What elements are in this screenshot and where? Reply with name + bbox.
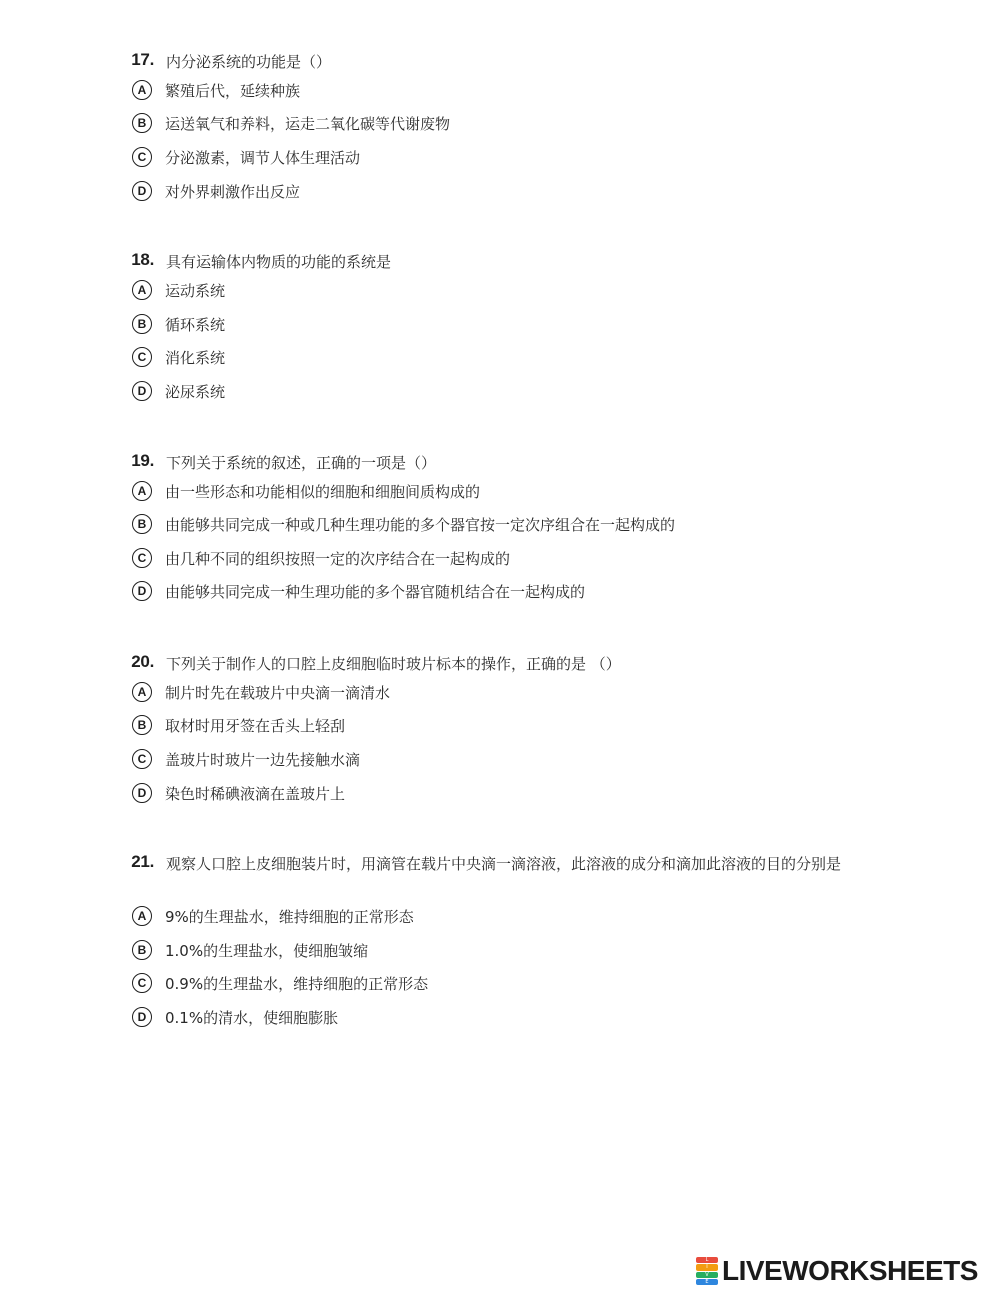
option-d[interactable] [132, 378, 225, 404]
option-text: 0.1%的清水，使细胞膨胀 [165, 1008, 339, 1027]
option-c[interactable] [132, 970, 428, 996]
option-text: 运动系统 [165, 281, 226, 300]
option-d[interactable] [132, 578, 585, 604]
question-number: 21. [131, 852, 154, 871]
option-d[interactable] [132, 1004, 338, 1030]
option-letter-badge[interactable]: C [132, 548, 152, 568]
option-letter-badge[interactable]: B [132, 940, 152, 960]
option-d[interactable] [132, 780, 345, 806]
option-a[interactable] [132, 478, 480, 504]
option-letter-badge[interactable]: B [132, 514, 152, 534]
logo-icon-block-v: V [696, 1272, 718, 1278]
option-letter-badge[interactable]: D [132, 1007, 152, 1027]
option-letter-badge[interactable]: C [132, 749, 152, 769]
option-text: 由一些形态和功能相似的细胞和细胞间质构成的 [165, 482, 481, 501]
option-c[interactable] [132, 746, 360, 772]
option-a[interactable] [132, 679, 390, 705]
question-number: 18. [131, 250, 154, 269]
option-b[interactable] [132, 311, 225, 337]
logo-wordmark: LIVEWORKSHEETS [722, 1255, 978, 1286]
question-18 [0, 248, 1000, 401]
option-text: 9%的生理盐水，维持细胞的正常形态 [165, 907, 414, 926]
option-a[interactable] [132, 77, 300, 103]
option-letter-badge[interactable]: B [132, 715, 152, 735]
option-letter-badge[interactable]: B [132, 314, 152, 334]
option-letter-badge[interactable]: D [132, 181, 152, 201]
option-text: 由几种不同的组织按照一定的次序结合在一起构成的 [165, 549, 511, 568]
option-text: 0.9%的生理盐水，维持细胞的正常形态 [165, 974, 429, 993]
option-text: 由能够共同完成一种生理功能的多个器官随机结合在一起构成的 [165, 582, 586, 601]
logo-icon-block-i: I [696, 1264, 718, 1270]
option-b[interactable] [132, 511, 675, 537]
option-b[interactable] [132, 110, 450, 136]
question-21 [0, 850, 1000, 1027]
option-text: 繁殖后代，延续种族 [165, 81, 301, 100]
question-17 [0, 48, 1000, 201]
option-c[interactable] [132, 545, 510, 571]
option-letter-badge[interactable]: B [132, 113, 152, 133]
option-letter-badge[interactable]: A [132, 682, 152, 702]
option-text: 1.0%的生理盐水，使细胞皱缩 [165, 941, 369, 960]
logo-icon-block-l: L [696, 1257, 718, 1263]
option-a[interactable] [132, 903, 414, 929]
option-text: 由能够共同完成一种或几种生理功能的多个器官按一定次序组合在一起构成的 [165, 515, 676, 534]
option-letter-badge[interactable]: A [132, 481, 152, 501]
option-letter-badge[interactable]: D [132, 783, 152, 803]
option-d[interactable] [132, 178, 300, 204]
question-text: 观察人口腔上皮细胞装片时，用滴管在载片中央滴一滴溶液，此溶液的成分和滴加此溶液的目的分别是 [166, 855, 842, 873]
liveworksheets-logo [696, 1254, 978, 1288]
option-text: 消化系统 [165, 348, 226, 367]
option-a[interactable] [132, 277, 225, 303]
option-letter-badge[interactable]: C [132, 973, 152, 993]
question-text: 具有运输体内物质的功能的系统是 [166, 253, 392, 271]
option-letter-badge[interactable]: C [132, 147, 152, 167]
option-text: 运送氧气和养料，运走二氧化碳等代谢废物 [165, 114, 451, 133]
option-letter-badge[interactable]: A [132, 280, 152, 300]
option-c[interactable] [132, 144, 360, 170]
question-20 [0, 650, 1000, 803]
question-number: 20. [131, 652, 154, 671]
option-c[interactable] [132, 344, 225, 370]
option-b[interactable] [132, 937, 368, 963]
option-text: 制片时先在载玻片中央滴一滴清水 [165, 683, 391, 702]
logo-icon-block-e: E [696, 1279, 718, 1285]
liveworksheets-logo-icon [696, 1257, 718, 1285]
option-text: 取材时用牙签在舌头上轻刮 [165, 716, 346, 735]
option-text: 盖玻片时玻片一边先接触水滴 [165, 750, 361, 769]
option-text: 对外界刺激作出反应 [165, 182, 301, 201]
question-text: 下列关于系统的叙述，正确的一项是（） [166, 454, 437, 472]
option-b[interactable] [132, 712, 345, 738]
option-letter-badge[interactable]: D [132, 381, 152, 401]
question-number: 19. [131, 451, 154, 470]
option-letter-badge[interactable]: A [132, 80, 152, 100]
option-letter-badge[interactable]: A [132, 906, 152, 926]
question-text: 下列关于制作人的口腔上皮细胞临时玻片标本的操作，正确的是 （） [166, 655, 621, 673]
question-text: 内分泌系统的功能是（） [166, 53, 332, 71]
option-text: 循环系统 [165, 315, 226, 334]
question-number: 17. [131, 50, 154, 69]
option-text: 染色时稀碘液滴在盖玻片上 [165, 784, 346, 803]
option-letter-badge[interactable]: D [132, 581, 152, 601]
question-19 [0, 449, 1000, 601]
option-letter-badge[interactable]: C [132, 347, 152, 367]
option-text: 泌尿系统 [165, 382, 226, 401]
option-text: 分泌激素，调节人体生理活动 [165, 148, 361, 167]
